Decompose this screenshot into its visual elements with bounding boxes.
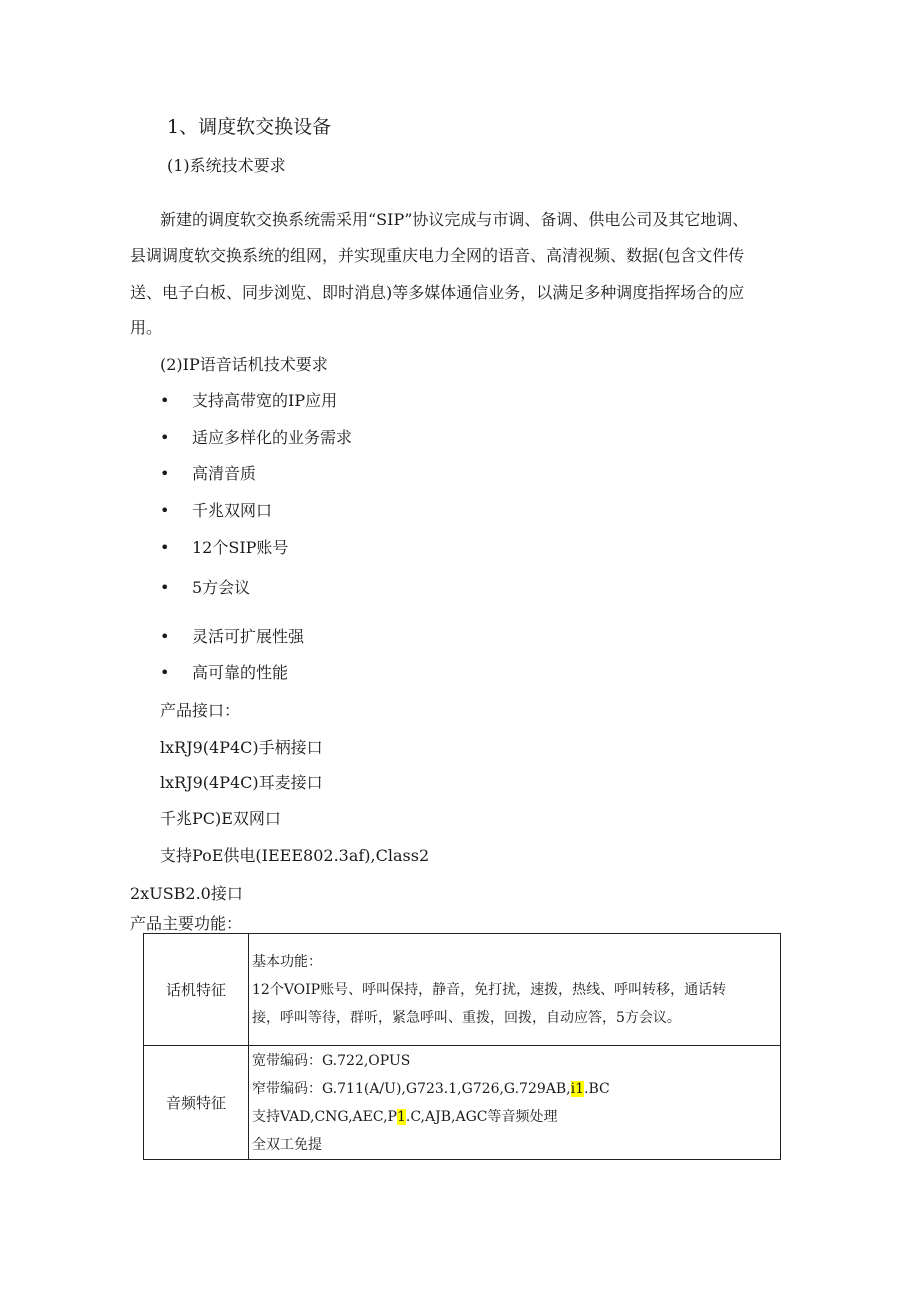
- bullet-item: • 高清音质: [160, 464, 257, 483]
- table-row: [144, 934, 781, 1046]
- phone-features-cell: [249, 934, 781, 1046]
- audio-features-cell: [249, 1046, 781, 1160]
- cell-line: 全双工免提: [252, 1136, 322, 1153]
- bullet-item: • 适应多样化的业务需求: [160, 428, 353, 447]
- interface-line: 千兆PC)E双网口: [160, 809, 281, 828]
- paragraph-line-2: 县调调度软交换系统的组网，并实现重庆电力全网的语音、高清视频、数据(包含文件传: [130, 246, 745, 265]
- cell-line: 宽带编码：G.722,OPUS: [252, 1052, 411, 1069]
- bullet-item: • 12个SIP账号: [160, 538, 289, 557]
- bullet-dot: •: [160, 464, 170, 483]
- bullet-dot: •: [160, 391, 170, 410]
- row-header-audio-features: 音频特征: [144, 1046, 249, 1160]
- functions-label: 产品主要功能：: [130, 914, 243, 933]
- cell-line: 窄带编码：G.711(A/U),G723.1,G726,G.729AB,i1.BC: [252, 1080, 610, 1097]
- bullet-dot: •: [160, 627, 170, 646]
- interface-line: 支持PoE供电(IEEE802.3af),Class2: [160, 846, 430, 865]
- bullet-dot: •: [160, 663, 170, 682]
- bullet-item: • 高可靠的性能: [160, 663, 289, 682]
- bullet-dot: •: [160, 428, 170, 447]
- interfaces-label: 产品接口：: [160, 701, 241, 720]
- bullet-item: • 灵活可扩展性强: [160, 627, 305, 646]
- bullet-dot: •: [160, 501, 170, 520]
- features-table: [143, 933, 781, 1160]
- bullet-item: • 5方会议: [160, 578, 251, 597]
- paragraph-line-3: 送、电子白板、同步浏览、即时消息)等多媒体通信业务，以满足多种调度指挥场合的应: [130, 283, 745, 302]
- bullet-dot: •: [160, 578, 170, 597]
- cell-line: 接，呼叫等待，群听，紧急呼叫、重拨，回拨，自动应答，5方会议。: [252, 1009, 681, 1026]
- paragraph-line-4: 用。: [130, 318, 163, 337]
- bullet-item: • 支持高带宽的IP应用: [160, 391, 338, 410]
- cell-line: 支持VAD,CNG,AEC,P1.C,AJB,AGC等音频处理: [252, 1108, 558, 1125]
- bullet-dot: •: [160, 538, 170, 557]
- row-header-phone-features: 话机特征: [144, 934, 249, 1046]
- cell-line: 基本功能：: [252, 953, 322, 970]
- interface-line: lxRJ9(4P4C)手柄接口: [160, 738, 323, 757]
- section-title: 1、调度软交换设备: [167, 116, 332, 138]
- highlighted-text: i1: [570, 1080, 585, 1097]
- cell-line: 12个VOIP账号、呼叫保持，静音，免打扰，速拨，热线、呼叫转移，通话转: [252, 981, 727, 998]
- subsection-system-requirements: (1)系统技术要求: [167, 156, 286, 175]
- paragraph-line-1: 新建的调度软交换系统需采用“SIP”协议完成与市调、备调、供电公司及其它地调、: [160, 210, 749, 229]
- usb-line: 2xUSB2.0接口: [130, 884, 243, 903]
- subsection-ip-phone-requirements: (2)IP语音话机技术要求: [160, 355, 328, 374]
- table-row: [144, 1046, 781, 1160]
- interface-line: lxRJ9(4P4C)耳麦接口: [160, 773, 323, 792]
- bullet-item: • 千兆双网口: [160, 501, 273, 520]
- highlighted-text: 1: [396, 1108, 406, 1125]
